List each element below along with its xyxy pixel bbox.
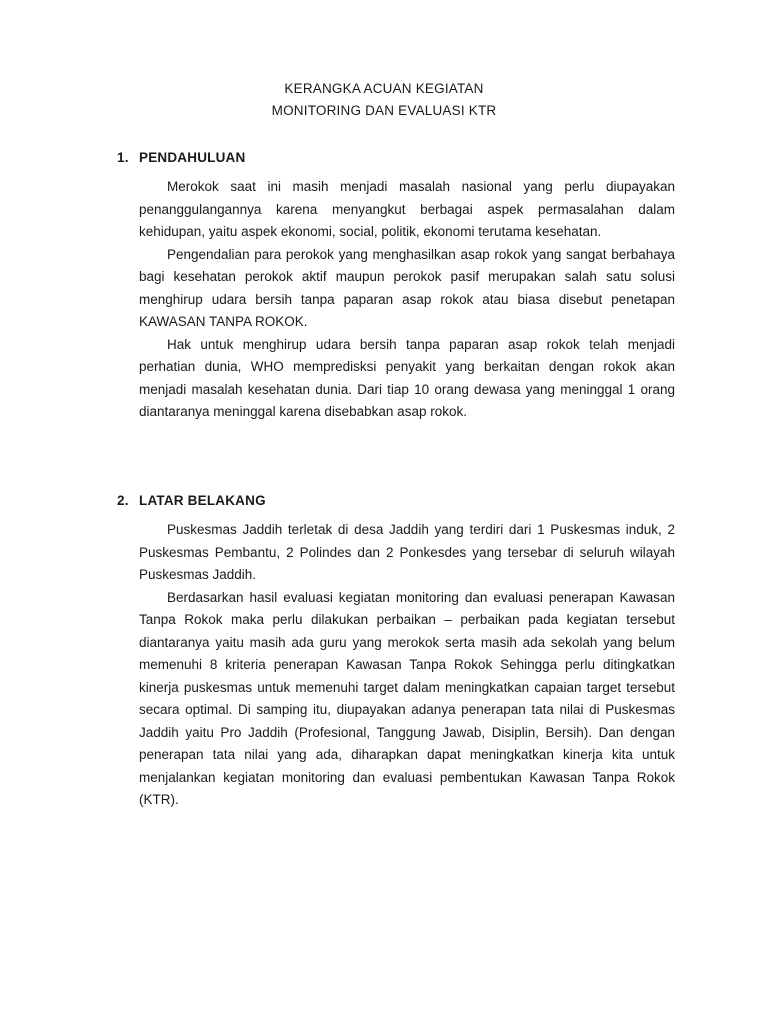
paragraph: Hak untuk menghirup udara bersih tanpa paparan asap rokok telah menjadi perhatian dunia, WHO mempredisksi penyakit yang berkaitan dengan rokok akan menjadi masalah kesehatan dunia. Dari tiap 10 orang dewasa yang meninggal 1 orang diantaranya meninggal karena disebabkan asap rokok. — [139, 336, 675, 419]
section-heading — [117, 148, 675, 168]
title-line-1: KERANGKA ACUAN KEGIATAN — [284, 81, 484, 96]
title-line-2: MONITORING DAN EVALUASI KTR — [271, 103, 497, 118]
section-number: 2. — [117, 493, 129, 508]
section-latar-belakang — [117, 491, 675, 812]
paragraph: Pengendalian para perokok yang menghasilkan asap rokok yang sangat berbahaya bagi kesehatan perokok aktif maupun perokok pasif merupakan salah satu solusi menghirup udara bersih tanpa paparan asap rokok atau biasa disebut penetapan KAWASAN TANPA ROKOK. — [139, 246, 675, 329]
section-pendahuluan — [117, 148, 675, 424]
document-title — [0, 78, 768, 122]
section-title: LATAR BELAKANG — [139, 493, 266, 508]
section-heading — [117, 491, 675, 511]
paragraph: Berdasarkan hasil evaluasi kegiatan monitoring dan evaluasi penerapan Kawasan Tanpa Rokok maka perlu dilakukan perbaikan – perbaikan pada kegiatan tersebut diantaranya yaitu masih ada guru yang merokok serta masih ada sekolah yang belum memenuhi 8 kriteria penerapan Kawasan Tanpa Rokok Sehingga perlu ditingkatkan kinerja puskesmas untuk memenuhi target dalam meningkatkan capaian target tersebut secara optimal. Di samping itu, diupayakan adanya penerapan tata nilai di Puskesmas Jaddih yaitu Pro Jaddih (Profesional, Tanggung Jawab, Disiplin, Bersih). Dan dengan penerapan tata nilai yang ada, diharapkan dapat meningkatkan kinerja kita untuk menjalankan kegiatan monitoring dan evaluasi pembentukan Kawasan Tanpa Rokok (KTR). — [139, 589, 675, 807]
section-number: 1. — [117, 150, 129, 165]
paragraph: Merokok saat ini masih menjadi masalah nasional yang perlu diupayakan penanggulangannya karena menyangkut berbagai aspek permasalahan dalam kehidupan, yaitu aspek ekonomi, social, politik, ekonomi terutama kesehatan. — [139, 179, 675, 239]
paragraph: Puskesmas Jaddih terletak di desa Jaddih yang terdiri dari 1 Puskesmas induk, 2 Puskesmas Pembantu, 2 Polindes dan 2 Ponkesdes yang tersebar di seluruh wilayah Puskesmas Jaddih. — [139, 522, 675, 582]
section-title: PENDAHULUAN — [139, 150, 246, 165]
